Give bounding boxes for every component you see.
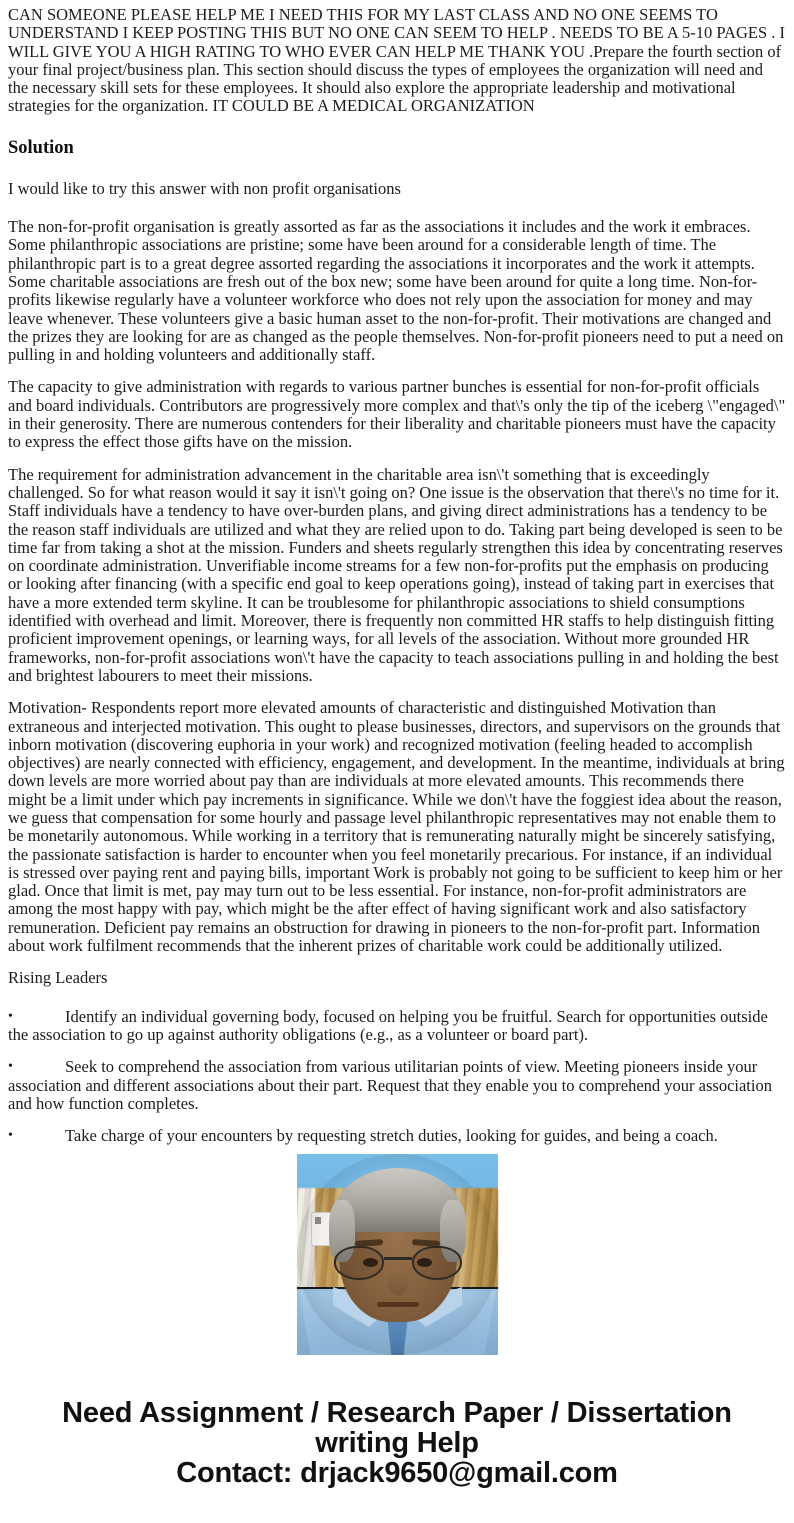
list-item [8,1127,786,1145]
solution-paragraph-2: The capacity to give administration with regards to various partner bunches is essential for non-for-profit officials and board individuals. Contributors are progressively more complex and that\'s only the tip of the iceberg \"engaged\" in their generosity. There are numerous contenders for their liberality and charitable pioneers must have the capacity to express the effect those gifts have on the mission. [8,377,786,452]
list-item-text: Identify an individual governing body, focused on helping you be fruitful. Search for opportunities outside the association to go up against authority obligations (e.g., as a volunteer or board part). [8,1006,768,1044]
profile-photo-circle [297,1154,498,1355]
solution-heading: Solution [8,137,74,158]
list-item-text: Seek to comprehend the association from various utilitarian points of view. Meeting pioneers inside your association and different associations about their part. Request that they enable you to comprehend your association and how function completes. [8,1057,772,1113]
rising-leaders-label: Rising Leaders [8,968,108,988]
bullet-point-icon: • [8,1008,13,1024]
list-item-text: Take charge of your encounters by requesting stretch duties, looking for guides, and being a coach. [65,1126,718,1146]
bullet-point-icon: • [8,1059,13,1075]
list-item [8,1058,786,1113]
solution-intro: I would like to try this answer with non profit organisations [8,178,401,198]
photo-glasses-bridge [384,1257,412,1260]
footer-advertisement [0,1398,794,1488]
footer-contact-email: Contact: drjack9650@gmail.com [176,1457,618,1489]
footer-line-1: Need Assignment / Research Paper / Dissertation [62,1397,732,1429]
question-prompt: CAN SOMEONE PLEASE HELP ME I NEED THIS FOR MY LAST CLASS AND NO ONE SEEMS TO UNDERSTAND I KEEP POSTING THIS BUT NO ONE CAN SEEM TO HELP . NEEDS TO BE A 5-10 PAGES . I WILL GIVE YOU A HIGH RATING TO WHO EVER CAN HELP ME THANK YOU .Prepare the fourth section of your final project/business plan. This section should discuss the types of employees the organization will need and the necessary skill sets for these employees. It should also explore the appropriate leadership and motivational strategies for the organization. IT COULD BE A MEDICAL ORGANIZATION [8,5,785,116]
photo-wall-switch [311,1212,331,1246]
photo-lens-left [334,1246,384,1280]
solution-paragraph-1: The non-for-profit organisation is greatly assorted as far as the associations it includes and the work it embraces. Some philanthropic associations are pristine; some have been around for a considerable length of time. The philanthropic part is to a great degree assorted regarding the associations it incorporates and the work it attempts. Some charitable associations are fresh out of the box new; some have been around for quite a long time. Non-for-profits likewise regularly have a volunteer workforce who does not rely upon the association for money and may leave whenever. These volunteers give a basic human asset to the non-for-profit. Their motivations are changed and the prizes they are looking for are as changed as the people themselves. Non-for-profit pioneers need to put a need on pulling in and holding volunteers and additionally staff. [8,217,784,365]
solution-paragraph-3: The requirement for administration advancement in the charitable area isn\'t something that is exceedingly challenged. So for what reason would it say it isn\'t going on? One issue is the observation that there\'s no time for it. Staff individuals have a tendency to have over-burden plans, and giving direct administrations has a tendency to be the reason staff individuals are utilized and what they are relied upon to do. Taking part being developed is seen to be time far from taking a shot at the mission. Funders and sheets regularly strengthen this idea by concentrating reserves on coordinate administration. Unverifiable income streams for a few non-for-profits put the emphasis on producing or looking after financing (with a specific end goal to keep operations going), instead of taking part in exercises that have a more extended term skyline. It can be troublesome for philanthropic associations to shield consumptions identified with overhead and limit. Moreover, there is frequently non committed HR staffs to help distinguish fitting proficient improvement openings, or learning ways, for all levels of the association. Without more grounded HR frameworks, non-for-profit associations won\'t have the capacity to teach associations pulling in and holding the best and brightest labourers to meet their missions. [8,464,783,685]
list-item [8,1008,786,1045]
solution-paragraph-4: Motivation- Respondents report more elevated amounts of characteristic and distinguished Motivation than extraneous and interjected motivation. This ought to please businesses, directors, and supervisors on the grounds that inborn motivation (discovering euphoria in your work) and recognized motivation (feeling headed to accomplish objectives) are nearly connected with efficiency, engagement, and development. In the meantime, individuals at bring down levels are more worried about pay than are individuals at more elevated amounts. This recommends there might be a limit under which pay increments in significance. While we don\'t have the foggiest idea about the reason, we guess that compensation for some hourly and passage level philanthropic representatives may not enable them to be monetarily autonomous. While working in a territory that is remunerating naturally might be sincerely satisfying, the passionate satisfaction is harder to encounter when you feel monetarily precarious. For instance, if an individual is stressed over paying rent and paying bills, important Work is probably not going to be sufficient to keep him or her glad. Once that limit is met, pay may turn out to be less essential. For instance, non-for-profit administrators are among the most happy with pay, which might be the after effect of having significant work and also satisfactory remuneration. Deficient pay remains an obstruction for drawing in pioneers to the non-for-profit part. Information about work fulfilment recommends that the inherent prizes of charitable work could be additionally utilized. [8,698,785,956]
avatar [297,1154,498,1355]
footer-line-2: writing Help [315,1427,479,1459]
photo-nose [388,1270,408,1296]
photo-lens-right [412,1246,462,1280]
photo-mouth [377,1302,419,1307]
bullet-point-icon: • [8,1128,13,1144]
